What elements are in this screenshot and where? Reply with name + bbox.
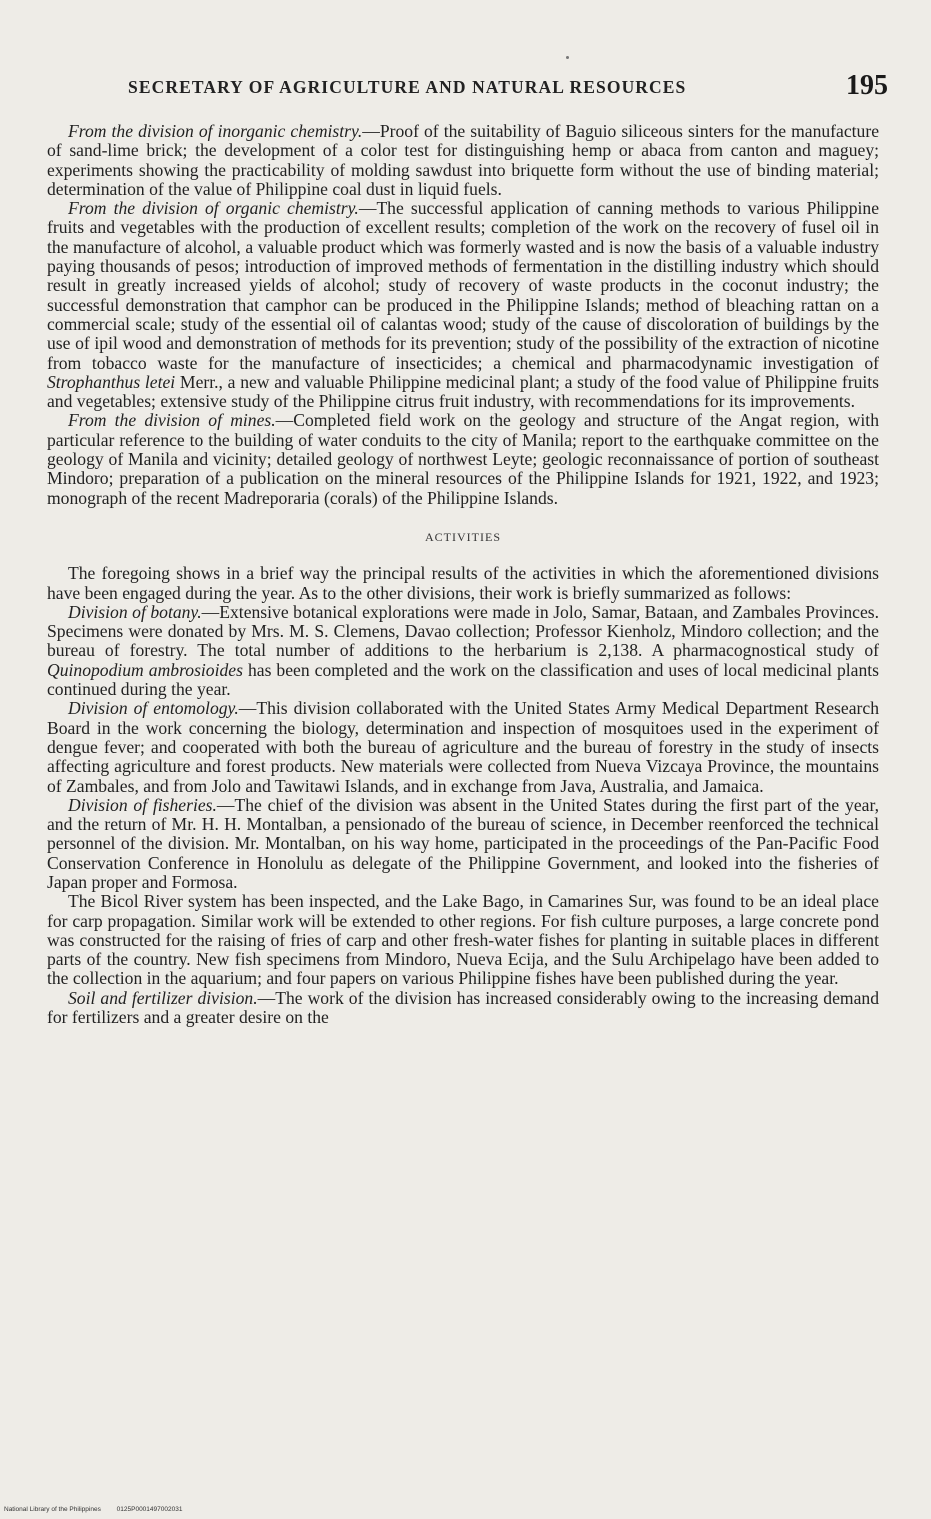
paragraph-text: —The successful application of canning methods to various Philippine fruits and vegetables with the production of excellent results; completion of the work on the recovery of fusel oil in the manufacture of alcohol, a valuable product which was formerly wasted and is now the basis of a valuable industry paying thousands of pesos; introduction of improved methods of fermentation in the distilling industry which should result in greatly increased yields of alcohol; study of recovery of waste products in the coconut industry; the successful demonstration that camphor can be produced in the Philippine Islands; method of bleaching rattan on a commercial scale; study of the essential oil of calantas wood; study of the cause of discoloration of buildings by the use of ipil wood and demonstration of methods for its prevention; study of the possibility of the extraction of nicotine from tobacco waste for the manufacture of insecticides; a chemical and pharmacodynamic investigation of	[47, 198, 880, 373]
paragraph-text: —Extensive botanical explorations were made in Jolo, Samar, Bataan, and Zambales Provinces. Specimens were donated by Mrs. M. S. Clemens, Davao collection; Professor Kienholz, Mindoro collection; and the bureau of forestry. The total number of additions to the herbarium is 2,138. A pharmacognostical study of	[47, 601, 880, 661]
page-header	[128, 72, 888, 108]
paragraph-text-continued: Merr., a new and valuable Philippine medicinal plant; a study of the food value of Philippine fruits and vegetables; extensive study of the Philippine citrus fruit industry, with recommendations for its improvements.	[47, 371, 879, 412]
paragraph-text: —Completed field work on the geology and structure of the Angat region, with particular reference to the building of water conduits to the city of Manila; report to the earthquake committee on the geology of Manila and vicinity; detailed geology of northwest Leyte; geologic reconnaissance of portion of southeast Mindoro; preparation of a publication on the mineral resources of the Philippine Islands for 1921, 1922, and 1923; monograph of the recent Madreporaria (corals) of the Philippine Islands.	[47, 410, 879, 508]
paragraph-text-continued: has been completed and the work on the classification and uses of local medicinal plants continued during the year.	[47, 659, 879, 700]
paragraph-lead: Division of botany.	[68, 601, 202, 622]
paragraph-soil-fertilizer	[47, 989, 879, 1028]
paragraph-text: —The chief of the division was absent in the United States during the first part of the year, and the return of Mr. H. H. Montalban, a pensionado of the bureau of science, in December reenforced the technical personnel of the division. Mr. Montalban, on his way home, participated in the proceedings of the Pan-Pacific Food Conservation Conference in Honolulu as delegate of the Philippine Government, and looked into the fisheries of Japan proper and Formosa.	[47, 794, 879, 892]
paragraph-organic-chemistry	[47, 199, 879, 411]
species-name: Quinopodium ambrosioides	[47, 659, 243, 680]
paragraph-lead: From the division of organic chemistry.	[68, 198, 359, 219]
paragraph-fisheries	[47, 796, 879, 892]
library-credit: National Library of the Philippines	[4, 1506, 101, 1513]
paragraph-botany	[47, 603, 879, 699]
page-number: 195	[846, 70, 888, 101]
paragraph-lead: Soil and fertilizer division.	[68, 987, 258, 1008]
paragraph-text: The foregoing shows in a brief way the principal results of the activities in which the aforementioned divisions have been engaged during the year. As to the other divisions, their work is briefly summarized as follows:	[47, 563, 879, 603]
section-heading: ACTIVITIES	[425, 529, 501, 544]
scan-footer	[4, 1506, 196, 1513]
paragraph-lead: Division of entomology.	[68, 698, 239, 719]
scan-code: 0125P0001497002031	[116, 1506, 183, 1513]
paragraph-text: —The work of the division has increased considerably owing to the increasing demand for fertilizers and a greater desire on the	[47, 987, 879, 1028]
paragraph-inorganic-chemistry	[47, 122, 879, 199]
paragraph-bicol-river	[47, 892, 879, 988]
speck	[566, 56, 569, 59]
body-text	[47, 122, 879, 1027]
paragraph-text: The Bicol River system has been inspected, and the Lake Bago, in Camarines Sur, was found to be an ideal place for carp propagation. Similar work will be extended to other regions. For fish culture purposes, a large concrete pond was constructed for the raising of fries of carp and other fresh-water fishes for planting in suitable places in different parts of the country. New fish specimens from Mindoro, Nueva Ecija, and the Sulu Archipelago have been added to the collection in the aquarium; and four papers on various Philippine fishes have been published during the year.	[47, 891, 879, 989]
paragraph-text: —Proof of the suitability of Baguio siliceous sinters for the manufacture of sand-lime brick; the development of a color test for distinguishing hemp or abaca from canton and maguey; experiments showing the practicability of molding sawdust into briquette form without the use of binding material; determination of the value of Philippine coal dust in liquid fuels.	[47, 121, 880, 199]
paragraph-lead: Division of fisheries.	[68, 794, 217, 815]
paragraph-text: —This division collaborated with the United States Army Medical Department Research Board in the work concerning the biology, determination and inspection of mosquitoes used in the experiment of dengue fever; and cooperated with both the bureau of agriculture and the bureau of forestry in the study of insects affecting agriculture and forest products. New materials were collected from Nueva Vizcaya Province, the mountains of Zambales, and from Jolo and Tawitawi Islands, and in exchange from Java, Australia, and Jamaica.	[47, 698, 879, 796]
paragraph-lead: From the division of mines.	[68, 410, 276, 431]
species-name: Strophanthus letei	[47, 371, 176, 392]
running-title: SECRETARY OF AGRICULTURE AND NATURAL RESOURCES	[128, 77, 687, 97]
paragraph-mines	[47, 411, 879, 507]
paragraph-entomology	[47, 699, 879, 795]
paragraph-lead: From the division of inorganic chemistry.	[68, 121, 363, 141]
paragraph-activities-intro	[47, 564, 879, 603]
